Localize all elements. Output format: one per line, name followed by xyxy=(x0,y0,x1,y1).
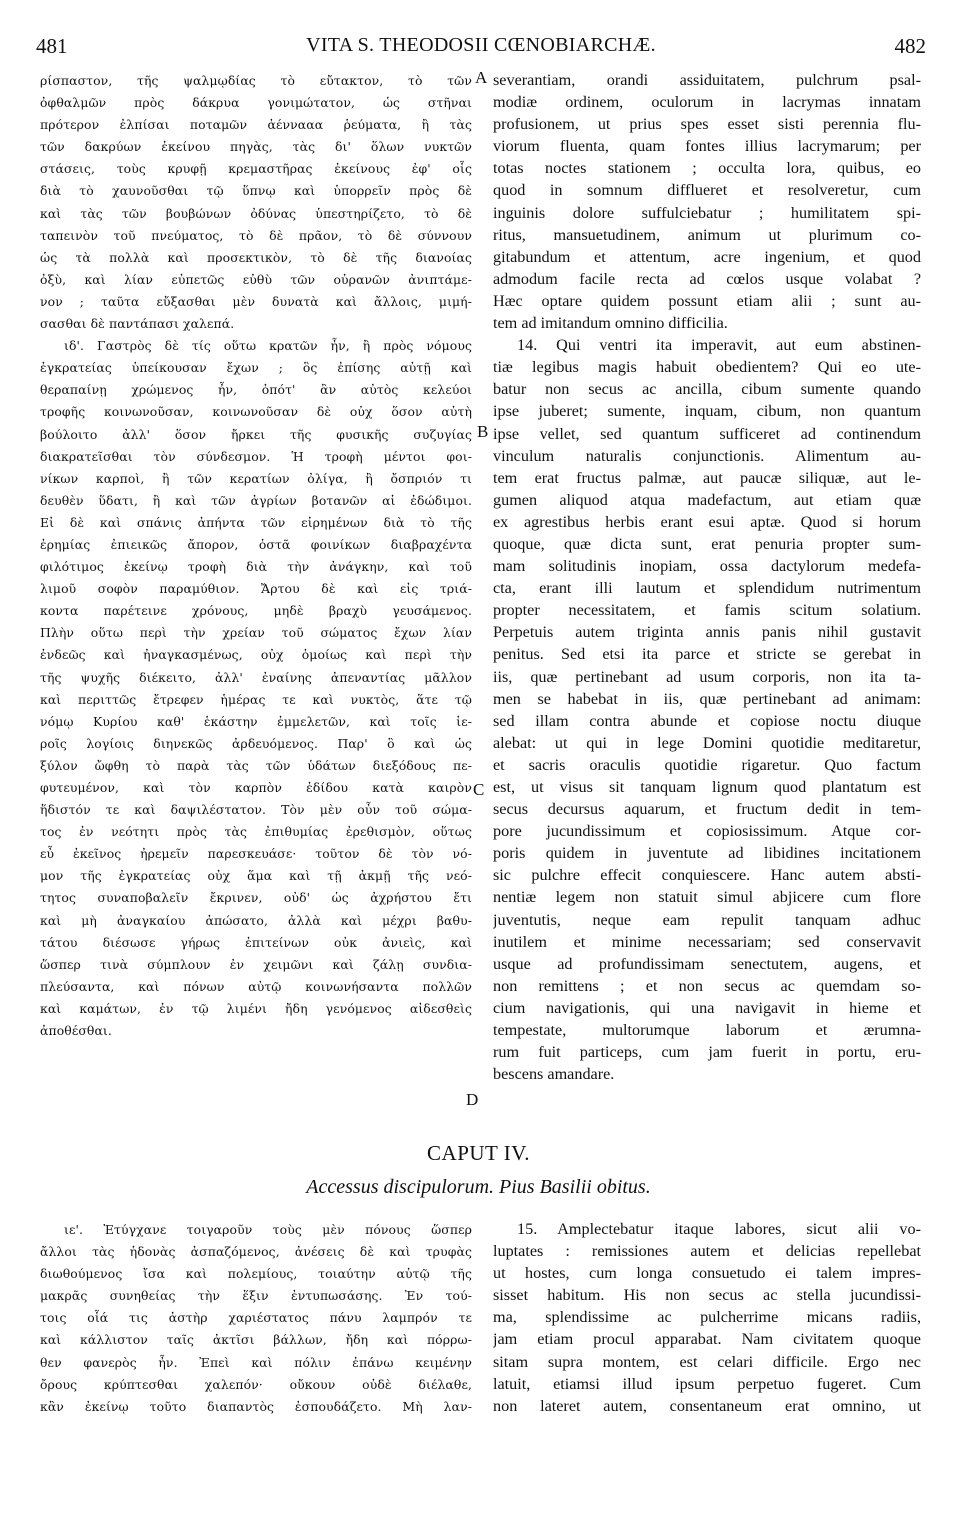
greek-column-upper xyxy=(40,70,472,1042)
text-line: inguinis dolore suffulciebatur ; humilitatem spi- xyxy=(493,203,921,222)
text-line: tempestate, multorumque laborum et ærumna- xyxy=(493,1021,921,1040)
text-line: tiæ legibus magis habuit obedientem? Qui eo ute- xyxy=(493,358,921,377)
text-line: κοντα παρέτεινε χρόνους, μηδὲ βραχὺ γευσάμενος. xyxy=(40,603,472,619)
text-line: θεν φανερὸς ἦν. Ἐπεὶ καὶ πόλιν ἐπάνω κειμένην xyxy=(40,1354,472,1370)
text-line: κἂν ἐκείνῳ τοῦτο διαπαντὸς ἐσπουδάζετο. Μὴ λαν- xyxy=(40,1398,472,1414)
text-line: pore jucundissimum et copiosissimum. Atque cor- xyxy=(493,822,921,841)
margin-marker-a: A xyxy=(475,68,488,87)
text-line: ὀφθαλμῶν πρὸς δάκρυα γονιμώτατον, ὡς στῆναι xyxy=(40,95,472,111)
text-line: gitabundum et attentum, acre ingenium, et quod xyxy=(493,247,921,266)
text-line: ex agrestibus herbis erant esui aptæ. Quod si horum xyxy=(493,512,921,531)
text-line: sic pulchre effecit conquiescere. Hanc autem absti- xyxy=(493,866,921,885)
text-line: sisset habitum. His non secus ac stella jucundissi- xyxy=(493,1286,921,1305)
text-line: ιδ'. Γαστρὸς δὲ τίς οὕτω κρατῶν ἦν, ἢ πρὸς νόμους xyxy=(64,338,472,354)
text-line: ἄλλοι τὰς ἡδονὰς ἀσπαζόμενος, ἀνέσεις δὲ καὶ τρυφὰς xyxy=(40,1244,472,1260)
text-line: nentiæ legem non statuit simul abjicere cum flore xyxy=(493,888,921,907)
text-line: διακρατεῖσθαι τὸν σύνδεσμον. Ἡ τροφὴ μέντοι φοι- xyxy=(40,448,472,464)
text-line: ut hostes, cum longa consuetudo ei talem impres- xyxy=(493,1264,921,1283)
text-line: sed illam contra abunde et copiose noctu diuque xyxy=(493,711,921,730)
running-title: VITA S. THEODOSII CŒNOBIARCHÆ. xyxy=(306,34,656,56)
margin-marker-c: C xyxy=(473,780,485,799)
text-line: propter necessitatem, et famis scitum solatium. xyxy=(493,601,921,620)
text-line: cium navigationis, qui una navigavit in hieme et xyxy=(493,998,921,1017)
text-line: secus decursus aquarum, et fructum dedit in tem- xyxy=(493,800,921,819)
text-line: καὶ καμάτων, ἐν τῷ λιμένι ἤδη γενόμενος αἰδεσθεὶς xyxy=(40,1000,472,1016)
text-line: inutilem et minime necessariam; sed conservavit xyxy=(493,932,921,951)
text-line: ἐρημίας ἐπιεικῶς ἄπορον, ὀστᾶ φοινίκων διαβραχέντα xyxy=(40,536,472,552)
text-line: τροφῆς κοινωνοῦσαν, κοινωνοῦσαν δὲ οὐχ ὅσον αὐτὴ xyxy=(40,404,472,420)
text-line: εὖ ἐκεῖνος ἠρεμεῖν παρεσκευάσε· τοῦτον δὲ τὸν νό- xyxy=(40,846,472,862)
text-line: νόμῳ Κυρίου καθ' ἑκάστην ἐμμελετῶν, καὶ τοῖς ἱε- xyxy=(40,713,472,729)
text-line: ἐνδεῶς καὶ ἠναγκασμένως, οὐχ ὁμοίως καὶ περὶ τὴν xyxy=(40,647,472,663)
text-line: ὡς τὰ πολλὰ καὶ προσεκτικὸν, τὸ δὲ τῆς διανοίας xyxy=(40,249,472,265)
text-line: profusionem, ut prius spes esset sisti perennia flu- xyxy=(493,115,921,134)
chapter-heading: CAPUT IV. xyxy=(427,1141,530,1165)
text-line: σασθαι δὲ παντάπασι χαλεπά. xyxy=(40,316,235,332)
text-line: Εἰ δὲ καὶ σπάνις ἀπήντα τῶν εἰρημένων διὰ τὸ τῆς xyxy=(40,514,472,530)
text-line: sitam supra montem, est celari difficile. Ergo nec xyxy=(493,1352,921,1371)
text-line: ξύλον ὤφθη τὸ παρὰ τὰς τῶν ὑδάτων διεξόδους πε- xyxy=(40,757,472,773)
text-line: ρίσπαστον, τῆς ψαλμῳδίας τὸ εὔτακτον, τὸ τῶν xyxy=(40,73,472,88)
text-line: usque ad profundissimam senectutem, augens, et xyxy=(493,954,921,973)
text-line: λιμοῦ σοφὸν παραμύθιον. Ἄρτου δὲ καὶ εἰς τριά- xyxy=(40,581,472,597)
text-line: quoque, quæ dicta sunt, erat penuria propter sum- xyxy=(493,534,921,553)
page-number-right: 482 xyxy=(894,34,926,58)
text-line: men se habebat in iis, quæ pertinebant ad animam: xyxy=(493,689,921,708)
text-line: luptates : remissiones autem et delicias repellebat xyxy=(493,1242,921,1261)
latin-column-upper xyxy=(493,69,921,1085)
text-line: iis, quæ pertinebant ad usum corporis, non ita ta- xyxy=(493,667,921,686)
margin-marker-b: B xyxy=(477,422,489,441)
text-line: θεραπαίνῃ χρώμενος ἦν, ὁπότ' ἂν αὐτὸς κελεύοι xyxy=(40,382,472,398)
text-line: modiæ ordinem, oculorum in lacrymas innatam xyxy=(493,93,921,112)
text-line: ροῖς λογίοις διηνεκῶς ἀρδευόμενος. Παρ' ὃ καὶ ὡς xyxy=(40,735,472,751)
page-number-left: 481 xyxy=(36,34,68,58)
text-line: Perpetuis autem triginta annis panis nihil gustavit xyxy=(493,623,921,642)
text-line: ιε'. Ἐτύγχανε τοιγαροῦν τοὺς μὲν πόνους ὥσπερ xyxy=(64,1222,472,1237)
chapter-subtitle: Accessus discipulorum. Pius Basilii obitus. xyxy=(306,1176,651,1198)
text-line: tem ad imitandum omnino difficilia. xyxy=(493,314,728,333)
text-line: τοις οἷά τις ἀστὴρ χαριέστατος πάνυ λαμπρόν τε xyxy=(40,1310,472,1326)
text-line: μον τῆς ἐγκρατείας οὐχ ἅμα καὶ τῇ ἀκμῇ τῆς νεό- xyxy=(40,868,472,884)
text-line: ταπεινὸν τοῦ πνεύματος, τὸ δὲ πρᾶον, τὸ δὲ σύννουν xyxy=(40,227,472,243)
text-line: ἐγκρατείας ὑπείκουσαν ἔχων ; ὃς ἐπίσης αὐτῇ καὶ xyxy=(40,360,472,376)
text-line: στάσεις, τοὺς κρυφῇ κρεμαστῆρας ἐκείνους ἐφ' οἷς xyxy=(40,161,472,177)
text-line: διωθούμενος ἴσα καὶ πολεμίους, τοιαύτην αὐτῷ τῆς xyxy=(40,1266,472,1282)
text-line: καὶ περιττῶς ἔτρεφεν ἡμέρας τε καὶ νυκτὸς, ἅτε τῷ xyxy=(40,691,472,707)
text-line: jam etiam procul apparabat. Nam civitatem quoque xyxy=(493,1330,921,1349)
text-line: τῆς ψυχῆς διέκειτο, ἀλλ' ἐναίνης ἀπεναντίας μᾶλλον xyxy=(40,669,472,685)
text-line: δευθὲν ὕδατι, ἢ καὶ τῶν ἀγρίων βοτανῶν αἱ ἐδώδιμοι. xyxy=(40,492,472,508)
text-line: ritus, mansuetudinem, animum ut plurimum co- xyxy=(493,225,921,244)
text-line: batur non secus ac ancilla, cibum sumente quando xyxy=(493,380,921,399)
text-line: poris quidem in juventute ad libidines incitationem xyxy=(493,844,921,863)
text-line: ὀξὺ, καὶ λίαν εὐπετῶς εὐθὺ τῶν οὐρανῶν ἀνιπτάμε- xyxy=(40,271,472,287)
text-line: severantiam, orandi assiduitatem, pulchrum psal- xyxy=(493,71,921,89)
greek-column-lower xyxy=(40,1219,472,1418)
text-line: διὰ τὸ χαυνοῦσθαι τῷ ὕπνῳ καὶ ὑπορρεῖν πρὸς δὲ xyxy=(40,183,472,199)
text-line: καὶ μὴ ἀναγκαίου ἀπώσατο, ἀλλὰ καὶ μέχρι βαθυ- xyxy=(40,912,472,928)
text-line: quod in somnum difflueret et resolveretur, cum xyxy=(493,181,921,200)
text-line: τάτου διέσωσε γήρως ἐπιτείνων οὐκ ἀνιεὶς, καὶ xyxy=(40,934,472,950)
text-line: 15. Amplectebatur itaque labores, sicut alii vo- xyxy=(517,1220,921,1238)
text-line: τητος συναποβαλεῖν ἔκρινεν, οὐδ' ὡς ἀχρήστου ἔτι xyxy=(40,890,472,906)
text-line: καὶ τὰς τῶν βουβώνων ὀδύνας ὑπεστηρίζετο, τὸ δὲ xyxy=(40,205,472,221)
text-line: ὄρους κρύπτεσθαι χαλεπόν· οὔκουν οὐδὲ διέλαθε, xyxy=(40,1376,472,1392)
text-line: est, ut visus sit tanquam lignum quod plantatum est xyxy=(493,778,921,796)
text-line: et sacris oraculis quotidie rigaretur. Quo factum xyxy=(493,755,921,774)
text-line: Hæc optare quidem possunt etiam alii ; sunt au- xyxy=(493,291,921,310)
text-line: ἥδιστόν τε καὶ δαψιλέστατον. Τὸν μὲν οὖν τοῦ σώμα- xyxy=(40,802,472,818)
text-line: alebat: ut qui in lege Domini quotidie meditaretur, xyxy=(493,733,921,752)
text-line: νον ; ταῦτα εὔξασθαι μὲν δυνατὰ καὶ ἄλλοις, μιμή- xyxy=(40,293,472,309)
text-line: cta, erant illi lautum et splendidum nutrimentum xyxy=(493,579,921,598)
text-line: rum fuit particeps, cum jam fuerit in portu, eru- xyxy=(493,1043,921,1062)
text-line: πλεύσαντα, καὶ πόνων αὐτῷ κοινωνήσαντα πολλῶν xyxy=(40,978,472,994)
margin-marker-d: D xyxy=(466,1090,479,1109)
text-line: τος ἐν νεότητι πρὸς τὰς ἐπιθυμίας ἐρεθισμὸν, οὕτως xyxy=(40,824,472,840)
text-line: 14. Qui ventri ita imperavit, aut eum abstinen- xyxy=(517,336,921,355)
text-line: penitus. Sed etsi ita parce et stricte se gerebat in xyxy=(493,645,921,664)
text-line: ipse juberet; sumente, inquam, cibum, non quantum xyxy=(493,402,921,421)
text-line: non remittens ; et non secus ac quemdam so- xyxy=(493,976,921,995)
text-line: ipse vellet, sed quantum sufficeret ad continendum xyxy=(493,424,921,443)
text-line: tem erat fructus palmæ, aut paucæ siliquæ, aut le- xyxy=(493,468,921,487)
text-line: φυτευμένον, καὶ τὸν καρπὸν ἐδίδου κατὰ καιρὸν xyxy=(40,780,472,795)
text-line: vinculum naturalis conjunctionis. Alimentum au- xyxy=(493,446,921,465)
text-line: καὶ κάλλιστον ταῖς ἀκτῖσι βάλλων, ἤδη καὶ πόρρω- xyxy=(40,1332,472,1348)
text-line: non lateret autem, consentaneum erat omnino, ut xyxy=(493,1396,921,1415)
text-line: gumen aliquod atqua madefactum, aut etiam quæ xyxy=(493,490,921,509)
text-line: juventutis, neque eam repulit tanquam adhuc xyxy=(493,910,921,929)
text-line: admodum facile recta ad cœlos usque volabat ? xyxy=(493,269,921,288)
text-line: latuit, etiamsi illud ipsum perpetuo fugeret. Cum xyxy=(493,1374,921,1393)
text-line: Πλὴν οὕτω περὶ τὴν χρείαν τοῦ σώματος ἔχων λίαν xyxy=(40,625,472,641)
text-line: bescens amandare. xyxy=(493,1065,615,1084)
text-line: mam solitudinis inopiam, ossa dactylorum medefa- xyxy=(493,557,921,576)
text-line: πρότερον ἐλπίσαι ποταμῶν ἀέννααα ῥεύματα, ἢ τὰς xyxy=(40,117,472,133)
text-line: νίκων καρποὶ, ἢ τῶν κερατίων ὀλίγα, ἢ ὄσπριόν τι xyxy=(40,470,472,486)
text-line: τῶν δακρύων ἐκείνου πηγὰς, τὰς δι' ὅλων νυκτῶν xyxy=(40,139,472,155)
text-line: βούλοιτο ἀλλ' ὅσον ἤρκει τῆς φυσικῆς συζυγίας xyxy=(40,426,472,442)
text-line: ὥσπερ τινὰ σύμπλουν ἐν χειμῶνι καὶ ζάλῃ συνδια- xyxy=(40,956,472,972)
text-line: totas noctes stationem ; occulta lora, quibus, eo xyxy=(493,159,921,178)
text-line: μακρᾶς συνηθείας τὴν ἕξιν ἐντυπωσάσης. Ἐν τού- xyxy=(40,1288,472,1304)
text-line: φιλότιμος ἐκείνῳ τροφὴ διὰ τὴν ἀνάγκην, καὶ τοῦ xyxy=(40,559,472,575)
text-line: ἀποθέσθαι. xyxy=(40,1023,112,1039)
text-line: ma, splendissime ac pulcherrime micans radiis, xyxy=(493,1308,921,1327)
latin-column-lower xyxy=(493,1218,921,1417)
text-line: viorum fluenta, quam fontes illius lacrymarum; per xyxy=(493,137,921,156)
running-header xyxy=(36,34,926,60)
